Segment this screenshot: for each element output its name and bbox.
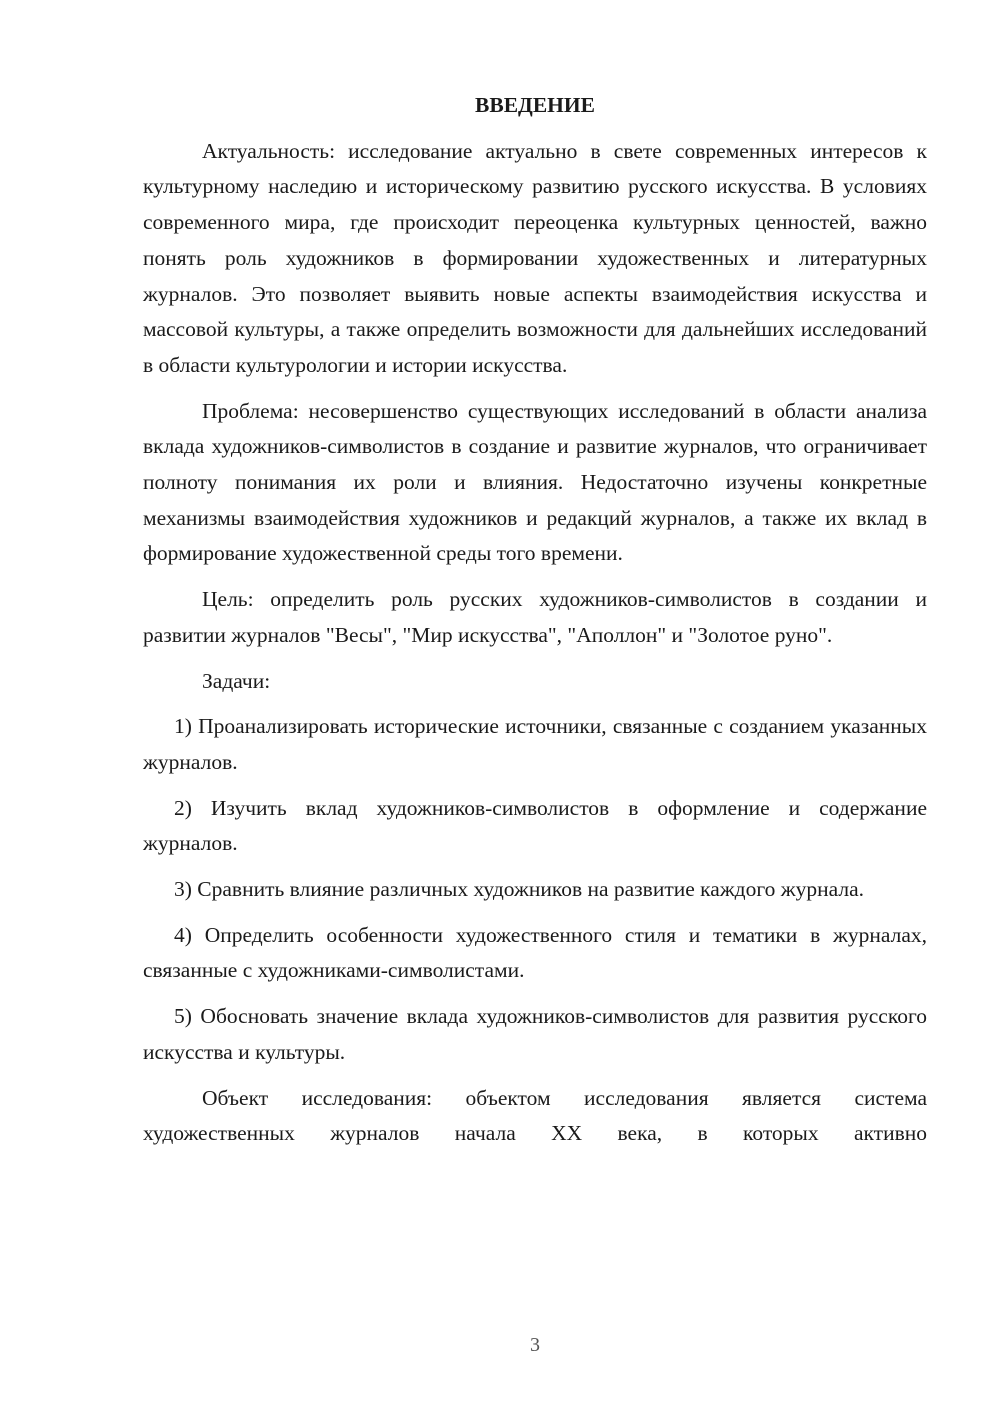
page-number: 3 [530,1334,540,1356]
paragraph-tasks-label: Задачи: [202,668,271,693]
document-page [143,88,927,1162]
paragraph-goal: Цель: определить роль русских художников-символистов в создании и развитии журналов "Весы", "Мир искусства", "Аполлон" и "Золотое руно". [143,587,927,647]
task-item-2: 2) Изучить вклад художников-символистов в оформление и содержание журналов. [143,795,927,856]
task-item-5: 5) Обосновать значение вклада художников-символистов для развития русского искусства и культуры. [143,1004,927,1064]
task-item-1: 1) Проанализировать исторические источники, связанные с созданием указанных журналов. [143,714,927,774]
section-heading: ВВЕДЕНИЕ [475,93,595,117]
paragraph-problem: Проблема: несовершенство существующих исследований в области анализа вклада художников-символистов в создание и развитие журналов, что ограничивает полноту понимания их роли и влияния. Недостаточно изучены конкретные механизмы взаимодействия художников и редакций журналов, а также их вклад в формирование художественной среды того времени. [143,398,927,566]
paragraph-object: Объект исследования: объектом исследования является система художественных журналов начала XX века, в которых активно [143,1085,927,1146]
task-item-3: 3) Сравнить влияние различных художников на развитие каждого журнала. [174,877,865,902]
paragraph-relevance: Актуальность: исследование актуально в свете современных интересов к культурному наследию и историческому развитию русского искусства. В условиях современного мира, где происходит переоценка культурных ценностей, важно понять роль художников в формировании художественных и литературных журналов. Это позволяет выявить новые аспекты взаимодействия искусства и массовой культуры, а также определить возможности для дальнейших исследований в области культурологии и истории искусства. [143,138,927,377]
task-item-4: 4) Определить особенности художественного стиля и тематики в журналах, связанные с художниками-символистами. [143,922,927,983]
